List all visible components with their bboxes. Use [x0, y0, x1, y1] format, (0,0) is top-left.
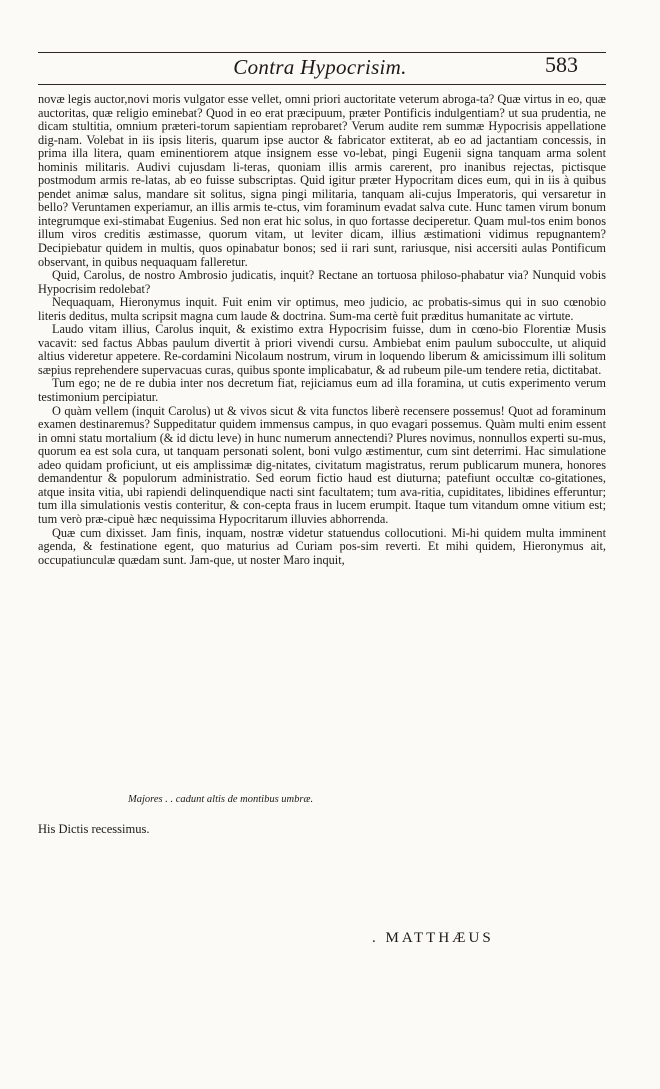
- page-number: 583: [545, 52, 578, 77]
- paragraph: novæ legis auctor,novi moris vulgator esse vellet, omni priori auctoritate veterum abroga-ta? Quæ virtus in eo, quæ auctoritas, quæ religio eminebat? Quod in eo erat præcipuum, præter Pontificis indulgentiam? ut sua prudentia, ne dicam stultitia, omnium præteri-torum sapientiam reprobaret? Verum audite rem summæ Hypocrisis appellatione dig-nam. Volebat in iis ipsis literis, quarum ipse auctor & fabricator extiterat, ab eo ad jactantiam concessis, in prima illa litera, quam eminentiorem atque insignem esse vo-lebat, pingi Eugenii signa tanquam arma solent hominis militaris. Audivi cujusdam li-teras, quoniam illis armis carerent, pro inanibus rejectas, pictisque postmodum armis re-latas, ab eo fuisse subscriptas. Quid igitur præter Hypocritam dices eum, qui in iis à quibus pendet animæ salus, mandare sit solitus, signa pingi militaria, tanquam ali-cujus Imperatoris, qui versaretur in bello? Veruntamen experiamur, an illis armis te-ctus, vim foraminum evadat salva cute. Hunc tamen virum bonum integrumque exi-stimabat Eugenius. Sed non erat hic solus, in quo fortasse deciperetur. Quam mul-tos enim bonos illum viros creditis æstimasse, quorum vitam, ut leviter dicam, illius æstimationi vidimus repugnantem? Decipiebatur quidem in multis, quos opinabatur bonos; sed ii rari sunt, rariusque, nisi accersiti aulas Pontificum observant, in quibus nequaquam falleretur.: [38, 92, 606, 269]
- paragraph: Tum ego; ne de re dubia inter nos decretum fiat, rejiciamus eum ad illa foramina, ut cutis experimento verum testimonium percipiatur.: [38, 376, 606, 405]
- next-section-heading: . MATTHÆUS: [372, 930, 494, 946]
- closing-line: His Dictis recessimus.: [38, 822, 150, 836]
- paragraph: Quid, Carolus, de nostro Ambrosio judicatis, inquit? Rectane an tortuosa philoso-phabatur via? Nunquid vobis Hypocrisim redolebat?: [38, 268, 606, 296]
- paragraph: Quæ cum dixisset. Jam finis, inquam, nostræ videtur statuendus collocutioni. Mi-hi quidem multa imminent agenda, & festinatione egent, quo maturius ad Curiam pos-sim reverti. Et mihi quidem, Hieronymus ait, occupatiunculæ quædam sunt. Jam-que, ut noster Maro inquit,: [38, 525, 606, 567]
- paragraph: Nequaquam, Hieronymus inquit. Fuit enim vir optimus, meo judicio, ac probatis-simus qui in suo cœnobio literis deditus, multa scripsit magna cum laude & doctrina. Sum-ma certè fuit præditus humanitate ac virtute.: [38, 295, 606, 323]
- body-text: [38, 93, 606, 567]
- header-rule-bottom: [38, 84, 606, 85]
- header-rule-top: [38, 52, 606, 53]
- verse-quote: Majores . . cadunt altis de montibus umbræ.: [128, 794, 314, 805]
- paragraph: Laudo vitam illius, Carolus inquit, & existimo extra Hypocrisim fuisse, dum in cœno-bio Florentiæ Musis vacavit: sed factus Abbas paulum divertit à priori vivendi cursu. Ambiebat enim paulum subocculte, ut aliquid altius videretur appetere. Re-cordamini Nicolaum nostrum, virum in loquendo liberum & amicissimum illi solitum sæpius reprehendere supervacuas curas, quibus sponte implicabatur, & ad rubeum pile-um tendere retia, dictitabat.: [38, 322, 606, 377]
- paragraph: O quàm vellem (inquit Carolus) ut & vivos sicut & vita functos liberè recensere possemus! Quot ad foraminum examen destinaremus? Suppeditatur quidem immensus campus, in quo evagari possemus. Quàm multi enim essent in omni statu mortalium (& id dictu leve) in hunc numerum annectendi? Plures novimus, nonnullos experti su-mus, quorum ea est sola cura, ut tanquam personati solent, boni vulgo æstimentur, cum sint deterrimi. Hac simulatione adeo quidam proficiunt, ut eis amplissimæ dig-nitates, civitatum magistratus, rerum publicarum munera, honores demandentur & populorum administratio. Sed eorum fictio haud est diuturna; patefiunt occultæ co-gitationes, atque insita vitia, ubi rapiendi delinquendique nacti sint facultatem; tum ava-ritia, cupiditates, libidines efferuntur; tum illa simulationis vestis conteritur, & con-cepta fraus in lucem erumpit. Itaque tum vitandum omne vitium est; tum verò præ-cipuè hæc nequissima Hypocritarum illuvies abhorrenda.: [38, 403, 606, 526]
- running-head: Contra Hypocrisim.: [233, 55, 407, 79]
